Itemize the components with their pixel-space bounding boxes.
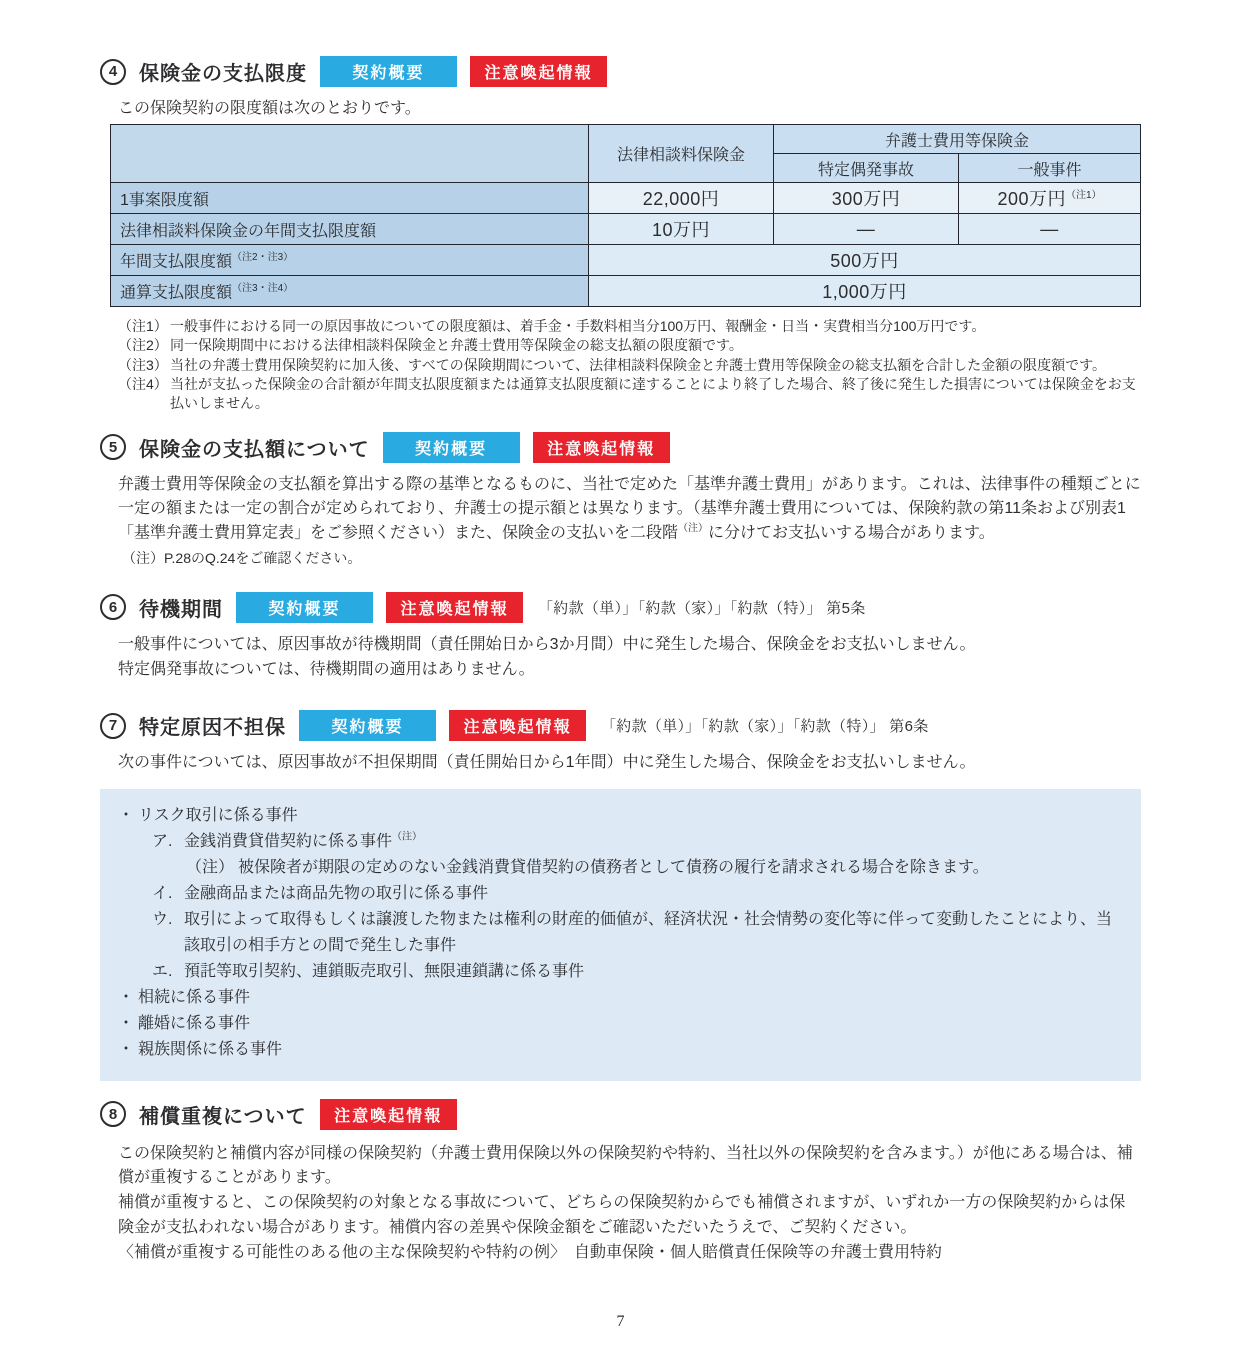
cell-value-merged: 1,000万円	[589, 276, 1141, 307]
section-number-8: 8	[100, 1101, 126, 1127]
clause-reference: 「約款（単）」「約款（家）」「約款（特）」 第5条	[538, 599, 866, 617]
contract-overview-badge: 契約概要	[320, 56, 457, 87]
row-label: 法律相談料保険金の年間支払限度額	[111, 214, 589, 245]
section-title: 補償重複について	[139, 1105, 307, 1128]
section-title: 待機期間	[139, 598, 223, 621]
warning-info-badge: 注意喚起情報	[470, 56, 607, 87]
list-item: ウ. 取引によって取得もしくは譲渡した物または権利の財産的価値が、経済状況・社会情勢の変化等に伴って変動したことにより、当該取引の相手方との間で発生した事件	[152, 911, 1113, 955]
section-coverage-duplication-heading	[100, 1099, 1141, 1130]
page-number: 7	[616, 1313, 625, 1330]
exclusion-list-box	[100, 789, 1141, 1080]
row-label: 年間支払限度額$^{(注2・注3)}$	[111, 245, 589, 276]
warning-info-badge: 注意喚起情報	[320, 1099, 457, 1130]
waiting-period-body	[100, 633, 1141, 683]
coverage-duplication-body	[100, 1142, 1141, 1266]
note-reference: （注）	[392, 832, 423, 844]
section-waiting-period-heading	[100, 592, 1141, 623]
section-number-4: 4	[100, 59, 126, 85]
clause-reference: 「約款（単）」「約款（家）」「約款（特）」 第6条	[601, 718, 929, 736]
table-header-row-1	[111, 125, 1141, 154]
column-header-general-case: 一般事件	[959, 154, 1141, 183]
list-item: エ. 預託等取引契約、連鎖販売取引、無限連鎖講に係る事件	[152, 962, 585, 980]
warning-info-badge: 注意喚起情報	[533, 432, 670, 463]
section-waiting-period	[100, 592, 1141, 683]
cell-value: 22,000円	[589, 183, 774, 214]
row-label: 1事案限度額	[111, 183, 589, 214]
contract-overview-badge: 契約概要	[299, 710, 436, 741]
list-item: ア. 金銭消費貸借契約に係る事件$^{(注)}$	[152, 832, 423, 851]
table-row-annual-consultation-limit	[111, 214, 1141, 245]
section-title: 特定原因不担保	[139, 717, 286, 740]
cell-value: —	[774, 214, 959, 245]
cell-value: 200万円$^{(注1)}$	[959, 183, 1141, 214]
note-reference: （注3・注4）	[232, 283, 294, 295]
table-row-annual-payment-limit	[111, 245, 1141, 276]
paragraph: 〈補償が重複する可能性のある他の主な保険契約や特約の例〉 自動車保険・個人賠償責任保険等の弁護士費用特約	[118, 1243, 943, 1261]
specific-cause-intro: 次の事件については、原因事故が不担保期間（責任開始日から1年間）中に発生した場合、保険金をお支払いしません。	[118, 754, 976, 772]
list-item: ・ 離婚に係る事件	[118, 1014, 251, 1032]
section-number-7: 7	[100, 713, 126, 739]
list-item: ・ 相続に係る事件	[118, 988, 251, 1006]
waiting-period-line: 一般事件については、原因事故が待機期間（責任開始日から3か月間）中に発生した場合、保険金をお支払いしません。	[118, 635, 976, 653]
section-number-6: 6	[100, 594, 126, 620]
warning-info-badge: 注意喚起情報	[386, 592, 523, 623]
table-notes	[118, 317, 1141, 414]
payment-amount-note: （注）P.28のQ.24をご確認ください。	[122, 549, 362, 566]
column-header-lawyer-fee-group: 弁護士費用等保険金	[774, 125, 1141, 154]
paragraph: この保険契約と補償内容が同様の保険契約（弁護士費用保険以外の保険契約や特約、当社以外の保険契約を含みます。）が他にある場合は、補償が重複することがあります。	[118, 1144, 1133, 1187]
table-row-aggregate-payment-limit	[111, 276, 1141, 307]
note-reference: （注）	[678, 522, 709, 534]
table-row-per-case-limit	[111, 183, 1141, 214]
section-title: 保険金の支払額について	[139, 438, 370, 461]
contract-overview-badge: 契約概要	[236, 592, 373, 623]
payment-amount-paragraph: 弁護士費用等保険金の支払額を算出する際の基準となるものに、当社で定めた「基準弁護士費用」があります。これは、法律事件の種類ごとに一定の額または一定の割合が定められており、弁護士の提示額とは異なります。（基準弁護士費用については、保険約款の第11条および別表1「基準弁護士費用算定表」をご参照ください）また、保険金の支払いを二段階$^{(注)}$に分けてお支払いする場合があります。	[118, 475, 1141, 541]
section-payment-amount	[100, 432, 1141, 568]
row-label: 通算支払限度額$^{(注3・注4)}$	[111, 276, 589, 307]
note-item: （注2） 同一保険期間中における法律相談料保険金と弁護士費用等保険金の総支払額の限度額です。	[118, 337, 743, 354]
payment-limit-intro: この保険契約の限度額は次のとおりです。	[118, 100, 421, 117]
cell-value: —	[959, 214, 1141, 245]
section-payment-amount-heading	[100, 432, 1141, 463]
note-item: （注4） 当社が支払った保険金の合計額が年間支払限度額または通算支払限度額に達することにより終了した場合、終了後に発生した損害については保険金をお支払いしません。	[118, 375, 1136, 412]
column-header-specified-accident: 特定偶発事故	[774, 154, 959, 183]
table-corner-cell	[111, 125, 589, 183]
section-coverage-duplication	[100, 1099, 1141, 1266]
paragraph: 補償が重複すると、この保険契約の対象となる事故について、どちらの保険契約からでも補償されますが、いずれか一方の保険契約からは保険金が支払われない場合があります。補償内容の差異や保険金額をご確認いただいたうえで、ご契約ください。	[118, 1194, 1126, 1236]
note-item: （注1） 一般事件における同一の原因事故についての限度額は、着手金・手数料相当分100万円、報酬金・日当・実費相当分100万円です。	[118, 318, 986, 334]
list-item: イ. 金融商品または商品先物の取引に係る事件	[152, 885, 489, 903]
cell-value: 10万円	[589, 214, 774, 245]
contract-overview-badge: 契約概要	[383, 432, 520, 463]
note-item: （注3） 当社の弁護士費用保険契約に加入後、すべての保険期間について、法律相談料保険金と弁護士費用等保険金の総支払額を合計した金額の限度額です。	[118, 356, 1107, 373]
note-reference: （注2・注3）	[232, 252, 294, 264]
warning-info-badge: 注意喚起情報	[449, 710, 586, 741]
list-item-note: （注） 被保険者が期限の定めのない金銭消費貸借契約の債務者として債務の履行を請求される場合を除きます。	[186, 859, 989, 877]
cell-value: 300万円	[774, 183, 959, 214]
section-number-5: 5	[100, 434, 126, 460]
section-specific-cause-exclusion	[100, 710, 1141, 1080]
list-item: ・ 親族関係に係る事件	[118, 1040, 283, 1058]
waiting-period-line: 特定偶発事故については、待機期間の適用はありません。	[118, 660, 535, 678]
section-payment-limit	[100, 56, 1141, 414]
cell-value-merged: 500万円	[589, 245, 1141, 276]
payment-limit-table	[110, 124, 1141, 307]
section-specific-cause-heading	[100, 710, 1141, 741]
section-payment-limit-heading	[100, 56, 1141, 87]
column-header-legal-consultation: 法律相談料保険金	[589, 125, 774, 183]
section-title: 保険金の支払限度	[139, 63, 307, 85]
note-reference: （注1）	[1066, 190, 1102, 201]
list-item: ・ リスク取引に係る事件	[118, 807, 298, 825]
